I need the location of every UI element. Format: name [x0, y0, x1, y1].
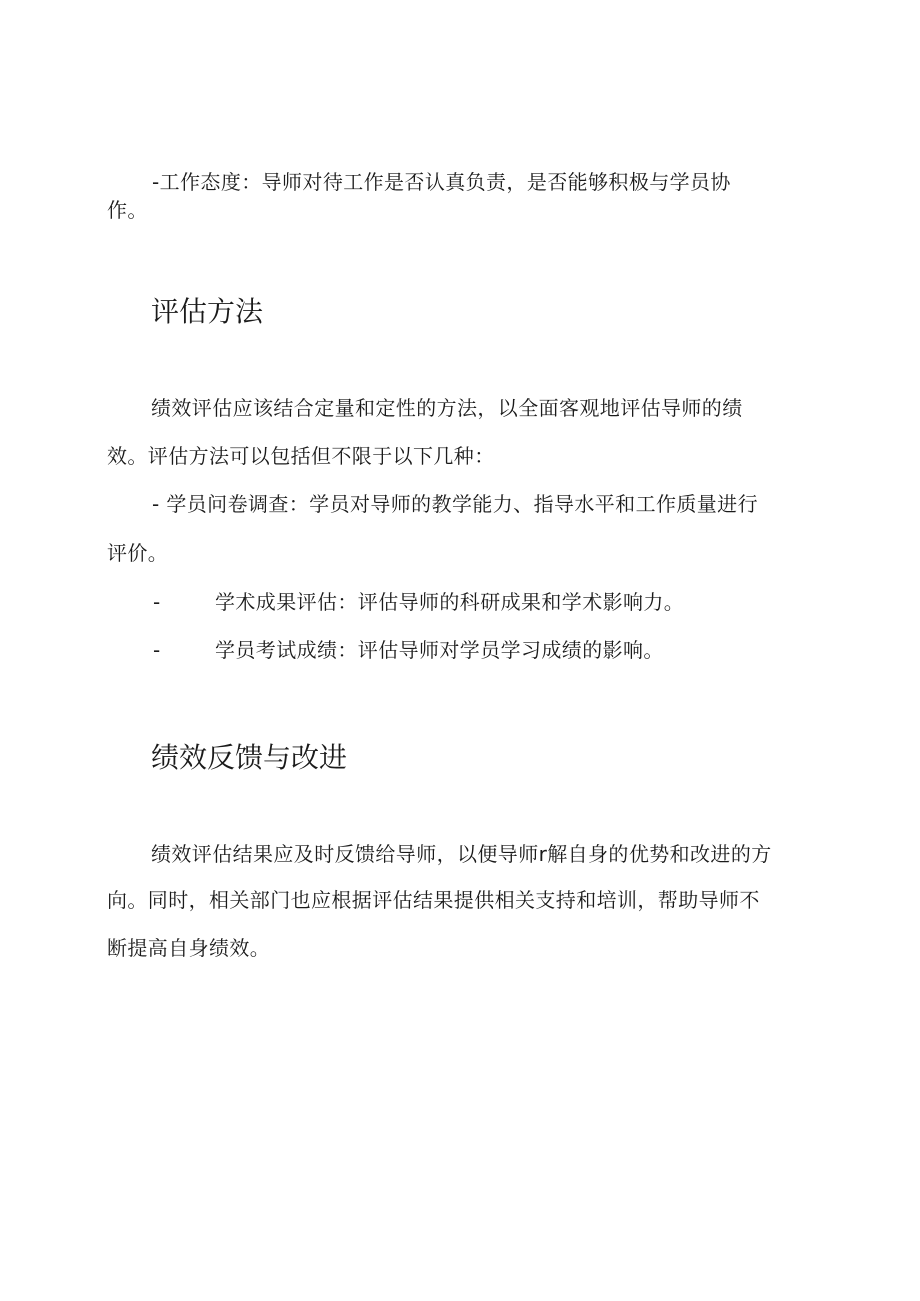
- feedback-line-2: 向。同时，相关部门也应根据评估结果提供相关支持和培训，帮助导师不: [107, 888, 760, 912]
- methods-intro-line-1: 绩效评估应该结合定量和定性的方法，以全面客观地评估导师的绩: [151, 396, 743, 420]
- methods-item-3-dash: -: [153, 638, 161, 662]
- methods-item-2-dash: -: [153, 590, 161, 614]
- methods-item-3-text: 学员考试成绩：评估导师对学员学习成绩的影响。: [215, 638, 664, 662]
- methods-intro-line-2: 效。评估方法可以包括但不限于以下几种：: [107, 444, 495, 468]
- section-heading-feedback: 绩效反馈与改进: [151, 741, 348, 774]
- attitude-line-1: -工作态度：导师对待工作是否认真负责，是否能够积极与学员协: [152, 170, 731, 194]
- section-heading-methods: 评估方法: [151, 295, 264, 328]
- methods-item-1-line-1: - 学员问卷调查：学员对导师的教学能力、指导水平和工作质量进行: [152, 492, 758, 516]
- attitude-line-2: 作。: [107, 198, 148, 222]
- methods-item-1-line-2: 评价。: [107, 541, 169, 565]
- feedback-line-3: 断提高自身绩效。: [107, 936, 271, 960]
- feedback-line-1: 绩效评估结果应及时反馈给导师，以便导师r解自身的优势和改进的方: [151, 842, 772, 866]
- methods-item-2-text: 学术成果评估：评估导师的科研成果和学术影响力。: [215, 590, 685, 614]
